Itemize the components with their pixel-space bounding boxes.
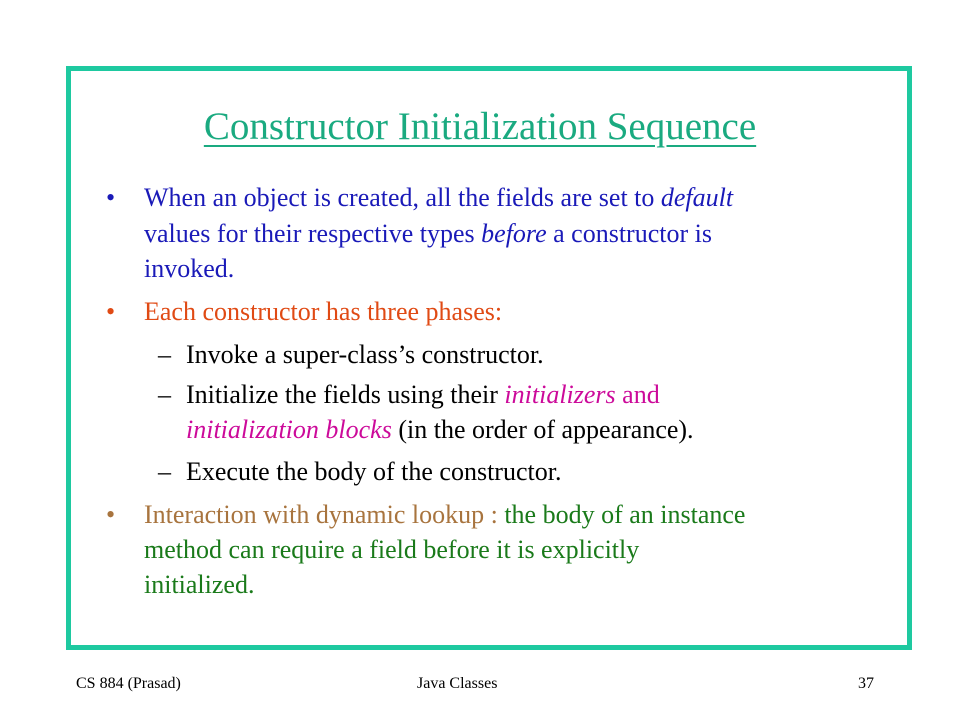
bullet3-lead: Interaction with dynamic lookup : bbox=[144, 500, 505, 529]
bullet1-line2 bbox=[144, 219, 712, 249]
bullet1-line1 bbox=[144, 183, 733, 213]
bullet-marker: • bbox=[106, 500, 116, 529]
bullet3-line3: initialized. bbox=[144, 570, 255, 599]
dash-marker: – bbox=[158, 340, 171, 369]
bullet1-line3: invoked. bbox=[144, 254, 235, 283]
footer-topic: Java Classes bbox=[417, 675, 498, 692]
sub-item-text: and bbox=[615, 380, 660, 409]
bullet1-text: values for their respective types bbox=[144, 219, 482, 248]
bullet-marker: • bbox=[106, 297, 116, 326]
dash-marker: – bbox=[158, 457, 171, 486]
bullet3-line1 bbox=[144, 500, 745, 530]
bullet3-text: the body of an instance bbox=[504, 500, 746, 529]
footer-author: CS 884 (Prasad) bbox=[76, 675, 181, 692]
dash-marker: – bbox=[158, 380, 171, 409]
bullet1-text: a constructor is bbox=[546, 219, 712, 248]
bullet3-line2: method can require a field before it is explicitly bbox=[144, 535, 640, 564]
bullet-marker: • bbox=[106, 183, 116, 212]
bullet2-text: Each constructor has three phases: bbox=[144, 297, 503, 326]
sub-item-text: Initialize the fields using their bbox=[186, 380, 505, 409]
emphasis-initialization-blocks: initialization blocks bbox=[186, 415, 392, 444]
sub-item-3: Execute the body of the constructor. bbox=[186, 457, 562, 486]
emphasis-before: before bbox=[481, 219, 547, 248]
sub-item-2-line1 bbox=[186, 380, 660, 410]
sub-item-2-line2 bbox=[186, 415, 694, 445]
emphasis-default: default bbox=[660, 183, 734, 212]
bullet1-text: When an object is created, all the fields are set to bbox=[144, 183, 661, 212]
sub-item-1: Invoke a super-class’s constructor. bbox=[186, 340, 544, 369]
slide-title: Constructor Initialization Sequence bbox=[203, 105, 757, 148]
sub-item-text: (in the order of appearance). bbox=[391, 415, 694, 444]
footer-page-number: 37 bbox=[858, 675, 874, 692]
emphasis-initializers: initializers bbox=[504, 380, 616, 409]
